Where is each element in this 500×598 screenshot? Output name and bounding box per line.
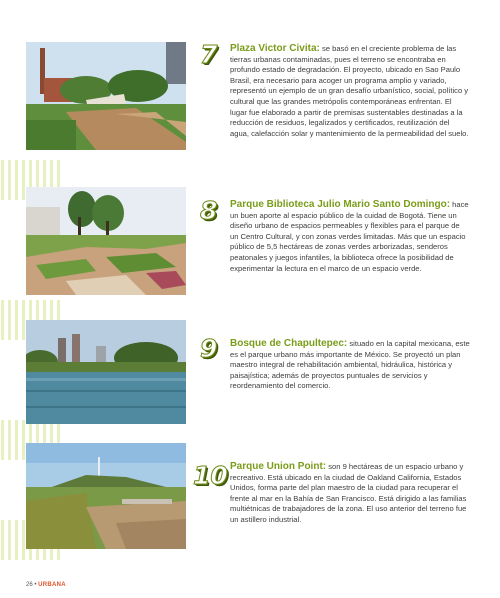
photo-bosque-chapultepec: [26, 320, 186, 424]
entry-body: son 9 hectáreas de un espacio urbano y recreativo. Está ubicado en la ciudad de Oakland California, Estados Unidos, forma parte del plan maestro de la ciudad para recuperar el frente al mar en la Bahía de San Francisco. Está dirigido a las familias multiétnicas de trabajadores de la zona. El uso anterior del terreno fue un astillero industrial.: [230, 462, 467, 524]
entry-parque-union-point: [230, 462, 470, 526]
entry-number-7: 7: [200, 40, 218, 69]
photo-plaza-victor-civita: [26, 42, 186, 150]
entry-title: Parque Biblioteca Julio Mario Santo Domingo:: [230, 199, 451, 210]
entry-title: Parque Union Point:: [230, 461, 327, 472]
entry-number-10: 10: [193, 461, 228, 490]
entry-number-9: 9: [200, 334, 218, 363]
footer-separator: •: [34, 582, 37, 588]
page-number: 26: [26, 582, 33, 588]
magazine-brand: URBANA: [38, 582, 66, 588]
entry-number-8: 8: [200, 196, 218, 225]
photo-parque-biblioteca: [26, 187, 186, 295]
entry-title: Plaza Victor Civita:: [230, 43, 320, 54]
photo-parque-union-point: [26, 443, 186, 549]
entry-body: se basó en el creciente problema de las tierras urbanas contaminadas, pues el terreno se encontraba en profundo estado de degradación. El proyecto, ubicado en Sao Paulo Brasil, era necesario para acoger un programa amplio y variado, representó un ejemplo de un gran desafío urbanístico, social, político y cultural que las grandes metrópolis contemporáneas enfrentan. El lugar fue elaborado a partir de premisas sustentables destinadas a la reducción de residuos, legalizados y certificados, reutilización del agua, calefacción solar y mantenimiento de la permeabilidad del suelo.: [230, 44, 469, 138]
entry-body: situado en la capital mexicana, este es el parque urbano más importante de México. Se proyectó un plan maestro integral de rehabilitación ambiental, hidráulica, histórica y paisajística; además de proyectos puntuales de servicios y reordenamiento del comercio.: [230, 339, 470, 391]
entry-title: Bosque de Chapultepec:: [230, 338, 348, 349]
entry-plaza-victor-civita: [230, 44, 470, 139]
entry-bosque-chapultepec: [230, 339, 470, 392]
entry-parque-biblioteca: [230, 200, 470, 274]
entry-body: hace un buen aporte al espacio público de la cuidad de Bogotá. Tiene un diseño urbano de espacios permeables y flexibles para el parque de un Centro Cultural, y con zonas verdes limitadas. Más que un espacio público de 5,5 hectáreas de zonas verdes arborizadas, senderos peatonales y juegos infantiles, la biblioteca ofrece la posibilidad de experimentar la lectura en el marco de un espacio verde.: [230, 200, 469, 273]
page-footer: [26, 582, 66, 588]
